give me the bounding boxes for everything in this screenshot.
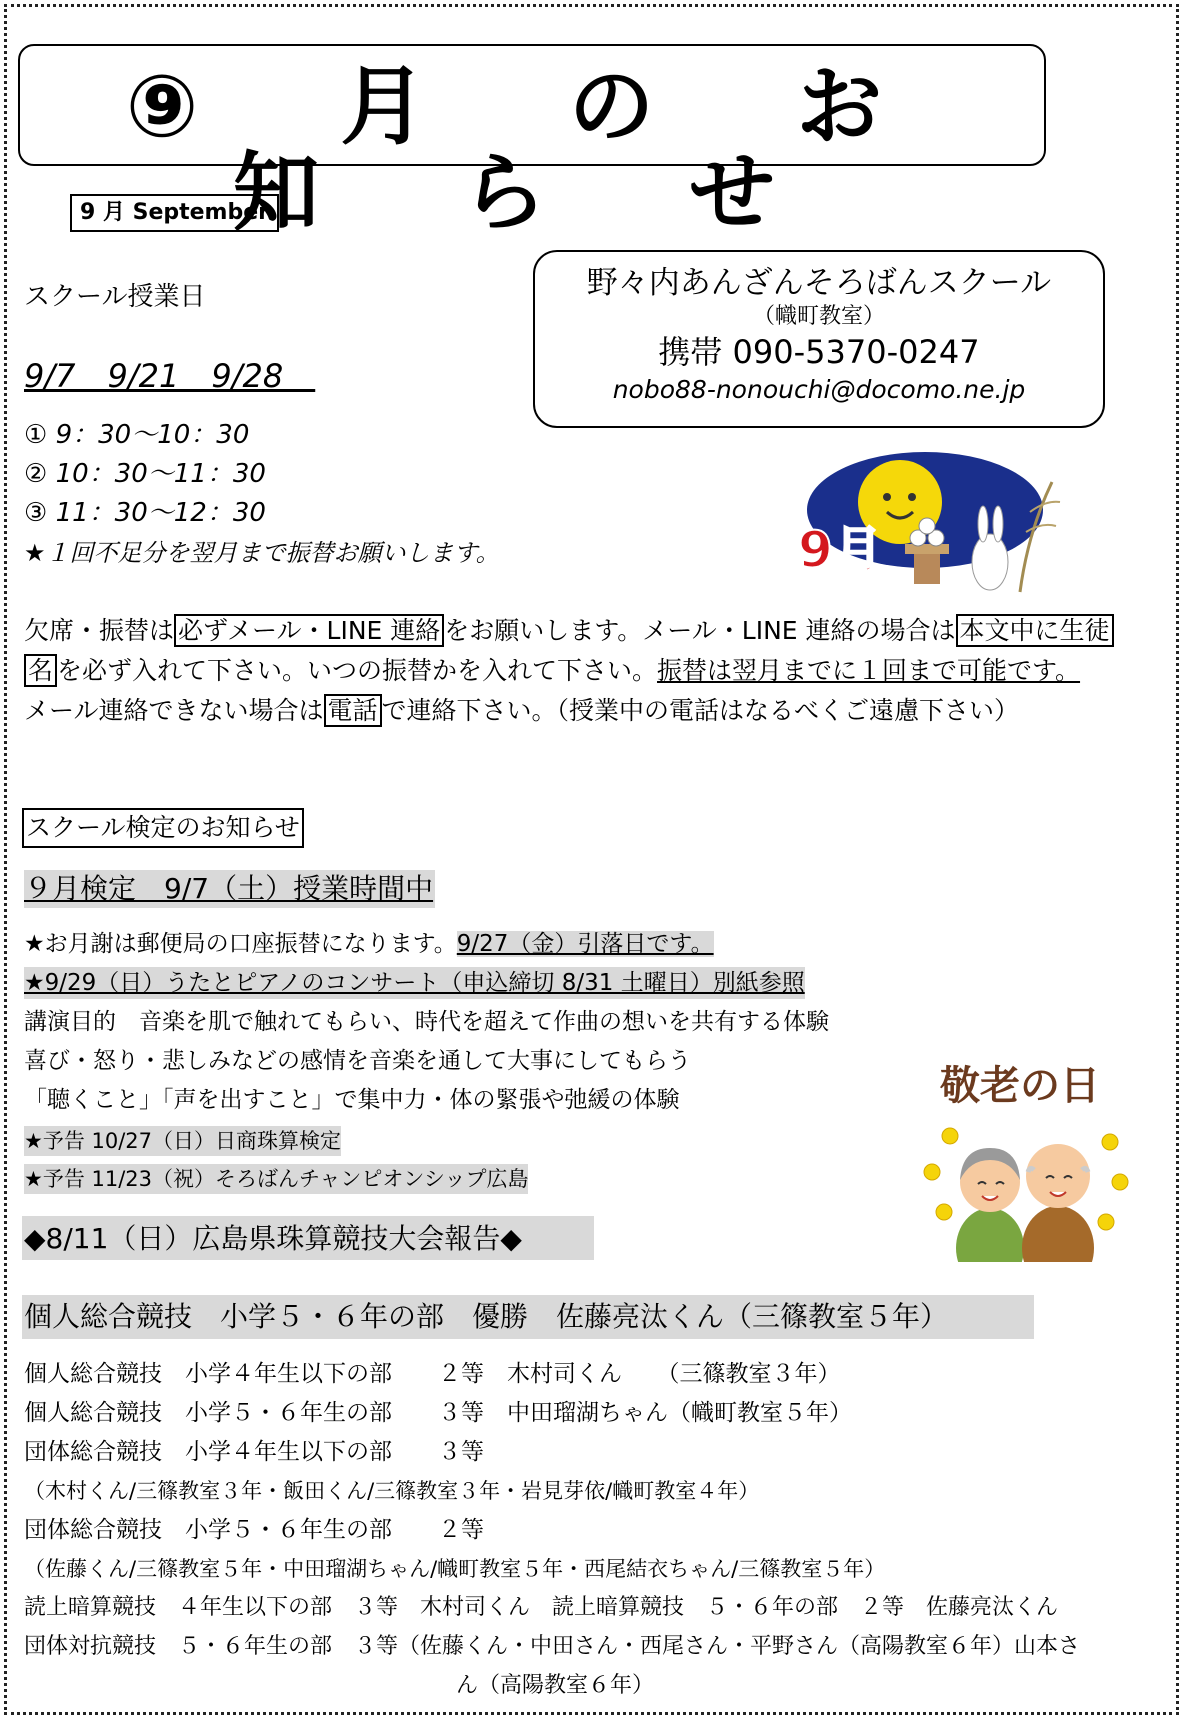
- exam-line: ９月検定 9/7（土）授業時間中: [24, 870, 435, 908]
- absence-line-2: [24, 654, 1080, 688]
- concert-detail: 講演目的 音楽を肌で触れてもらい、時代を超えて作曲の想いを共有する体験: [24, 1009, 829, 1035]
- school-email[interactable]: nobo88-nonouchi@docomo.ne.jp: [612, 375, 1026, 404]
- result-row-tail: ん（高陽教室６年）: [456, 1673, 655, 1698]
- class-dates: 9/7 9/21 9/28: [24, 357, 316, 395]
- absence-phone-note: 電話: [324, 694, 382, 727]
- absence-text: をお願いします。メール・LINE 連絡の場合は: [444, 616, 956, 645]
- absence-text: で連絡下さい。（授業中の電話はなるべくご遠慮下さい）: [381, 696, 1020, 725]
- class-days-heading: スクール授業日: [24, 282, 206, 312]
- absence-line-3: [24, 694, 1019, 728]
- moon-viewing-illustration: [790, 452, 1080, 610]
- elderly-couple-illustration: [910, 1062, 1134, 1262]
- keiro-title: 敬老の日: [940, 1063, 1100, 1109]
- fee-line: [24, 928, 714, 960]
- concert-line: ★9/29（日）うたとピアノのコンサート（申込締切 8/31 土曜日）別紙参照: [24, 967, 805, 999]
- result-members: （木村くん/三篠教室３年・飯田くん/三篠教室３年・岩見芽依/幟町教室４年）: [24, 1479, 760, 1503]
- result-row: 団体総合競技 小学５・６年生の部 ２等: [24, 1517, 484, 1543]
- result-row: 個人総合競技 小学５・６年生の部 ３等 中田瑠湖ちゃん（幟町教室５年）: [24, 1400, 852, 1426]
- absence-text: 欠席・振替は: [24, 616, 175, 645]
- time-slot-2: ② 10：30～11：30: [24, 459, 266, 489]
- concert-detail: 喜び・怒り・悲しみなどの感情を音楽を通して大事にしてもらう: [24, 1048, 691, 1074]
- moon-badge: 9月: [798, 521, 883, 579]
- result-row: 個人総合競技 小学４年生以下の部 ２等 木村司くん （三篠教室３年）: [24, 1361, 841, 1387]
- school-branch: （幟町教室）: [752, 304, 885, 329]
- school-phone: 携帯 090-5370-0247: [658, 333, 980, 371]
- fee-date: 9/27（金）引落日です。: [456, 931, 714, 957]
- absence-student-name-note: 本文中に生徒: [956, 614, 1114, 647]
- concert-detail: 「聴くこと」「声を出すこと」で集中力・体の緊張や弛緩の体験: [24, 1087, 680, 1113]
- absence-line-1: [24, 614, 1114, 648]
- champion-line: 個人総合競技 小学５・６年の部 優勝 佐藤亮汰くん（三篠教室５年）: [24, 1300, 949, 1333]
- notice-item: ★予告 11/23（祝）そろばんチャンピオンシップ広島: [24, 1164, 528, 1194]
- school-info-box: [533, 250, 1105, 428]
- result-row: 読上暗算競技 ４年生以下の部 ３等 木村司くん 読上暗算競技 ５・６年の部 ２等 佐藤亮汰くん: [24, 1595, 1059, 1620]
- month-label: 9 月 September: [70, 194, 279, 232]
- absence-text: メール連絡できない場合は: [24, 696, 324, 725]
- result-row: 団体対抗競技 ５・６年生の部 ３等（佐藤くん・中田さん・西尾さん・平野さん（高陽教室６年）山本さ: [24, 1634, 1081, 1659]
- fee-text: ★お月謝は郵便局の口座振替になります。: [24, 931, 457, 957]
- page-title: ⑨ 月 の お 知 ら せ: [125, 57, 939, 243]
- absence-contact-method: 必ずメール・LINE 連絡: [174, 614, 444, 647]
- absence-text: を必ず入れて下さい。いつの振替かを入れて下さい。: [57, 656, 658, 685]
- makeup-note: ★１回不足分を翌月まで振替お願いします。: [24, 539, 500, 567]
- time-slot-3: ③ 11：30～12：30: [24, 498, 266, 528]
- notice-item: ★予告 10/27（日）日商珠算検定: [24, 1126, 341, 1156]
- exam-heading: スクール検定のお知らせ: [22, 808, 304, 848]
- school-name: 野々内あんざんそろばんスクール: [586, 265, 1052, 301]
- absence-student-name-note: 名: [24, 654, 57, 687]
- result-row: 団体総合競技 小学４年生以下の部 ３等: [24, 1439, 484, 1465]
- absence-makeup-limit: 振替は翌月までに１回まで可能です。: [657, 656, 1081, 685]
- time-slot-1: ① 9：30～10：30: [24, 420, 250, 450]
- result-members: （佐藤くん/三篠教室５年・中田瑠湖ちゃん/幟町教室５年・西尾結衣ちゃん/三篠教室５年）: [24, 1557, 886, 1581]
- report-heading: ◆8/11（日）広島県珠算競技大会報告◆: [24, 1222, 522, 1255]
